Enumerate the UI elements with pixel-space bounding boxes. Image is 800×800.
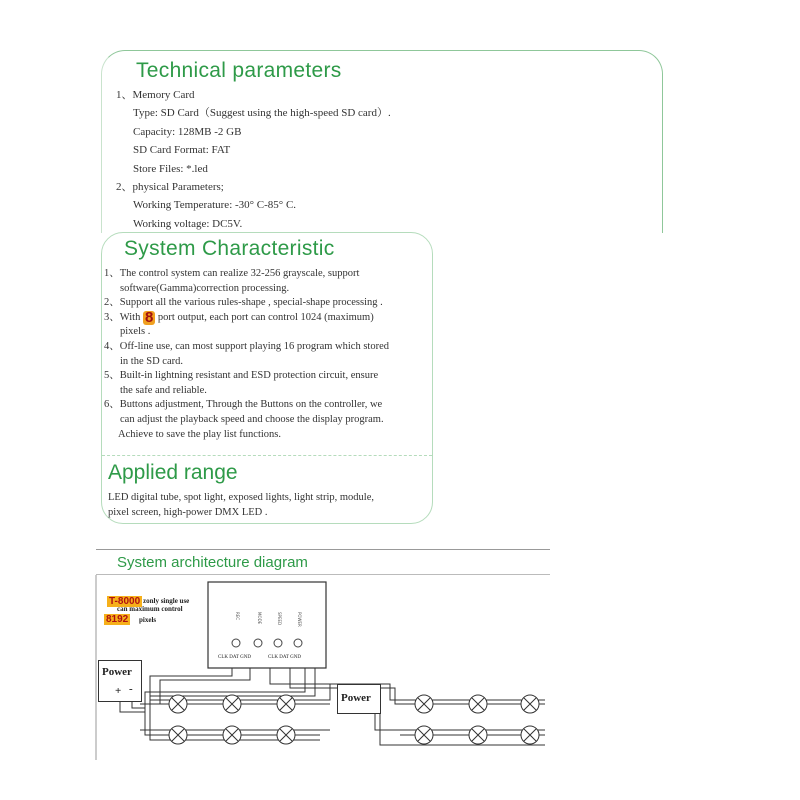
memory-card-heading: 1、Memory Card bbox=[116, 89, 195, 101]
pixels-label: pixels bbox=[139, 616, 157, 624]
applied-range-title: Applied range bbox=[108, 461, 238, 484]
feature-4-cont: in the SD card. bbox=[120, 355, 183, 367]
port-label-2: CLK DAT GND bbox=[268, 655, 301, 660]
technical-parameters-title: Technical parameters bbox=[136, 59, 342, 82]
card-type: Type: SD Card（Suggest using the high-speed SD card）. bbox=[133, 107, 391, 120]
model-note-2: can maximum control bbox=[117, 605, 183, 613]
model-note-1: zonly single use bbox=[143, 597, 190, 605]
feature-3-pre: 3、With bbox=[104, 311, 143, 323]
port-count-badge: 8 bbox=[144, 308, 154, 326]
feature-1: 1、The control system can realize 32-256 grayscale, support bbox=[104, 268, 360, 279]
feature-6-cont: can adjust the playback speed and choose the display program. bbox=[120, 413, 384, 425]
feature-3-post: port output, each port can control 1024 (maximum) bbox=[155, 311, 374, 323]
model-badge: T-8000 bbox=[109, 596, 141, 607]
svg-text:SPEED: SPEED bbox=[277, 612, 282, 626]
power-right-label: Power bbox=[341, 692, 371, 704]
card-format: SD Card Format: FAT bbox=[133, 144, 231, 157]
power-supply-left bbox=[98, 660, 142, 702]
svg-text:POWER: POWER bbox=[297, 612, 302, 627]
feature-5-cont: the safe and reliable. bbox=[120, 384, 207, 396]
card-capacity: Capacity: 128MB -2 GB bbox=[133, 125, 242, 138]
physical-parameters-heading: 2、physical Parameters; bbox=[116, 181, 224, 194]
feature-6: 6、Buttons adjustment, Through the Buttons on the controller, we bbox=[104, 399, 383, 411]
feature-2: 2、Support all the various rules-shape , special-shape processing . bbox=[104, 297, 383, 309]
feature-6-cont2: Achieve to save the play list functions. bbox=[118, 428, 282, 440]
applied-range-line-1: LED digital tube, spot light, exposed lights, light strip, module, bbox=[108, 492, 374, 503]
feature-1-cont: software(Gamma)correction processing. bbox=[120, 282, 290, 294]
pixels-badge: 8192 bbox=[106, 614, 129, 625]
store-files: Store Files: *.led bbox=[133, 162, 208, 175]
feature-4: 4、Off-line use, can most support playing 16 program which stored bbox=[104, 340, 390, 352]
applied-range-line-2: pixel screen, high-power DMX LED . bbox=[108, 506, 268, 518]
architecture-title: System architecture diagram bbox=[117, 554, 308, 571]
working-temperature: Working Temperature: -30° C-85° C. bbox=[133, 199, 297, 212]
feature-5: 5、Built-in lightning resistant and ESD protection circuit, ensure bbox=[104, 370, 379, 382]
power-left-plus: + bbox=[115, 685, 122, 697]
power-left-label: Power bbox=[102, 666, 132, 678]
power-left-minus: - bbox=[129, 683, 133, 695]
svg-text:REC: REC bbox=[235, 612, 240, 621]
svg-text:MODE: MODE bbox=[257, 612, 262, 625]
power-supply-right bbox=[337, 684, 381, 714]
feature-3-cont: pixels . bbox=[120, 326, 151, 338]
system-characteristic-title: System Characteristic bbox=[124, 237, 335, 260]
port-label-1: CLK DAT GND bbox=[218, 655, 251, 660]
working-voltage: Working voltage: DC5V. bbox=[133, 217, 243, 230]
